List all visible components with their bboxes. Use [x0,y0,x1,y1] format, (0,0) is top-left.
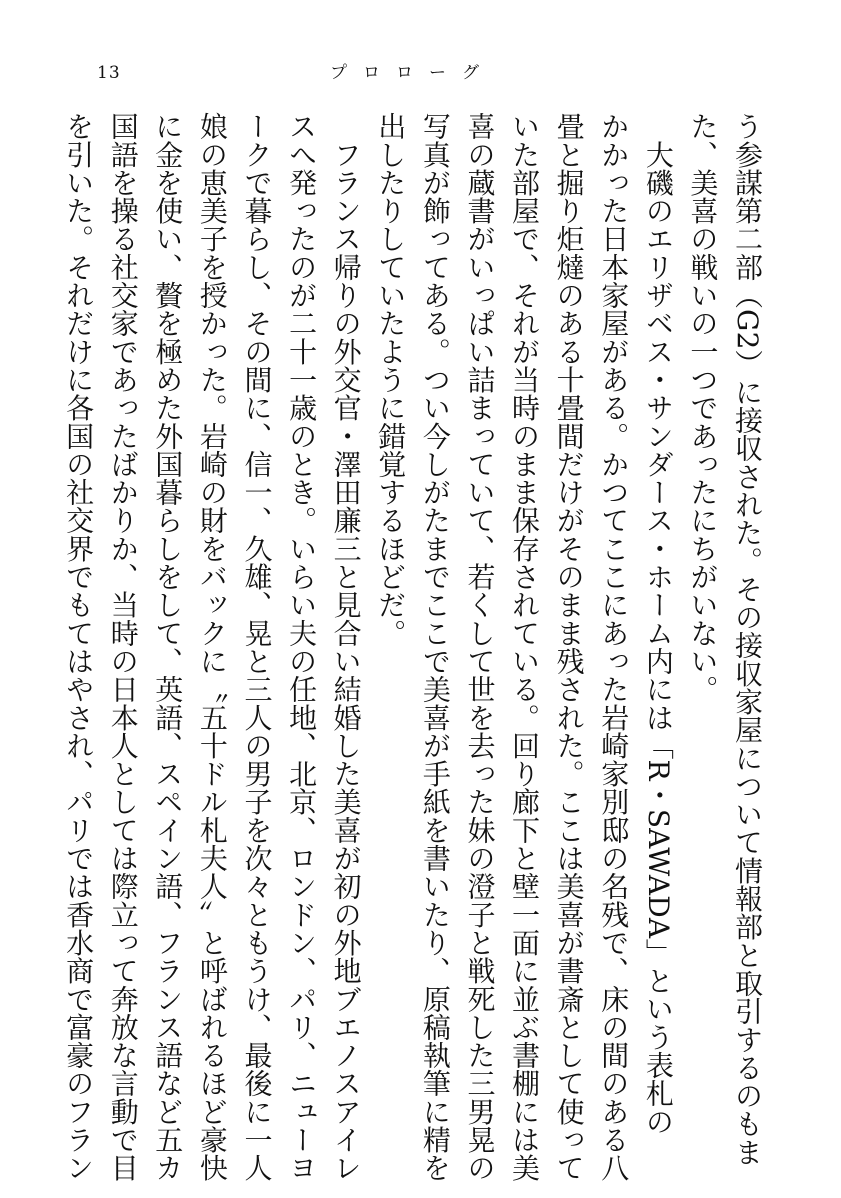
text-column: スへ発ったのが二十一歳のとき。いらい夫の任地、北京、ロンドン、パリ、ニューヨ [285,112,319,1182]
text-column: 出したりしていたように錯覚するほどだ。 [374,112,408,647]
text-column: 写真が飾ってある。つい今しがたまでここで美喜が手紙を書いたり、原稿執筆に精を [418,112,452,1182]
text-column: ークで暮らし、その間に、信一、久雄、晃と三人の男子を次々ともうけ、最後に一人 [240,112,274,1182]
text-column: 娘の恵美子を授かった。岩崎の財をバックに〝五十ドル札夫人〟と呼ばれるほど豪快 [195,112,229,1182]
text-column: を引いた。それだけに各国の社交界でもてはやされ、パリでは香水商で富豪のフラン [62,112,96,1182]
text-column: 畳と掘り炬燵のある十畳間だけがそのまま残された。ここは美喜が書斎として使って [552,112,586,1182]
text-column: 大磯のエリザベス・サンダース・ホーム内には「R・SAWADA」という表札の [641,112,675,1136]
vertical-body-text [56,112,770,1182]
chapter-header: プロローグ [330,63,495,83]
text-column: 国語を操る社交家であったばかりか、当時の日本人としては際立って奔放な言動で目 [106,112,140,1182]
page-number: 13 [97,63,121,83]
text-column: フランス帰りの外交官・澤田廉三と見合い結婚した美喜が初の外地ブエノスアイレ [329,112,363,1182]
text-column: う参謀第二部（G2）に接収された。その接収家屋について情報部と取引するのもま [731,112,764,1166]
text-column: 喜の蔵書がいっぱい詰まっていて、若くして世を去った妹の澄子と戦死した三男晃の [463,112,497,1182]
text-column: かかった日本家屋がある。かつてここにあった岩崎家別邸の名残で、床の間のある八 [597,112,631,1182]
text-column: に金を使い、贅を極めた外国暮らしをして、英語、スペイン語、フランス語など五カ [151,112,185,1182]
text-column: いた部屋で、それが当時のまま保存されている。回り廊下と壁一面に並ぶ書棚には美 [508,112,542,1182]
text-column: た、美喜の戦いの一つであったにちがいない。 [686,112,720,704]
